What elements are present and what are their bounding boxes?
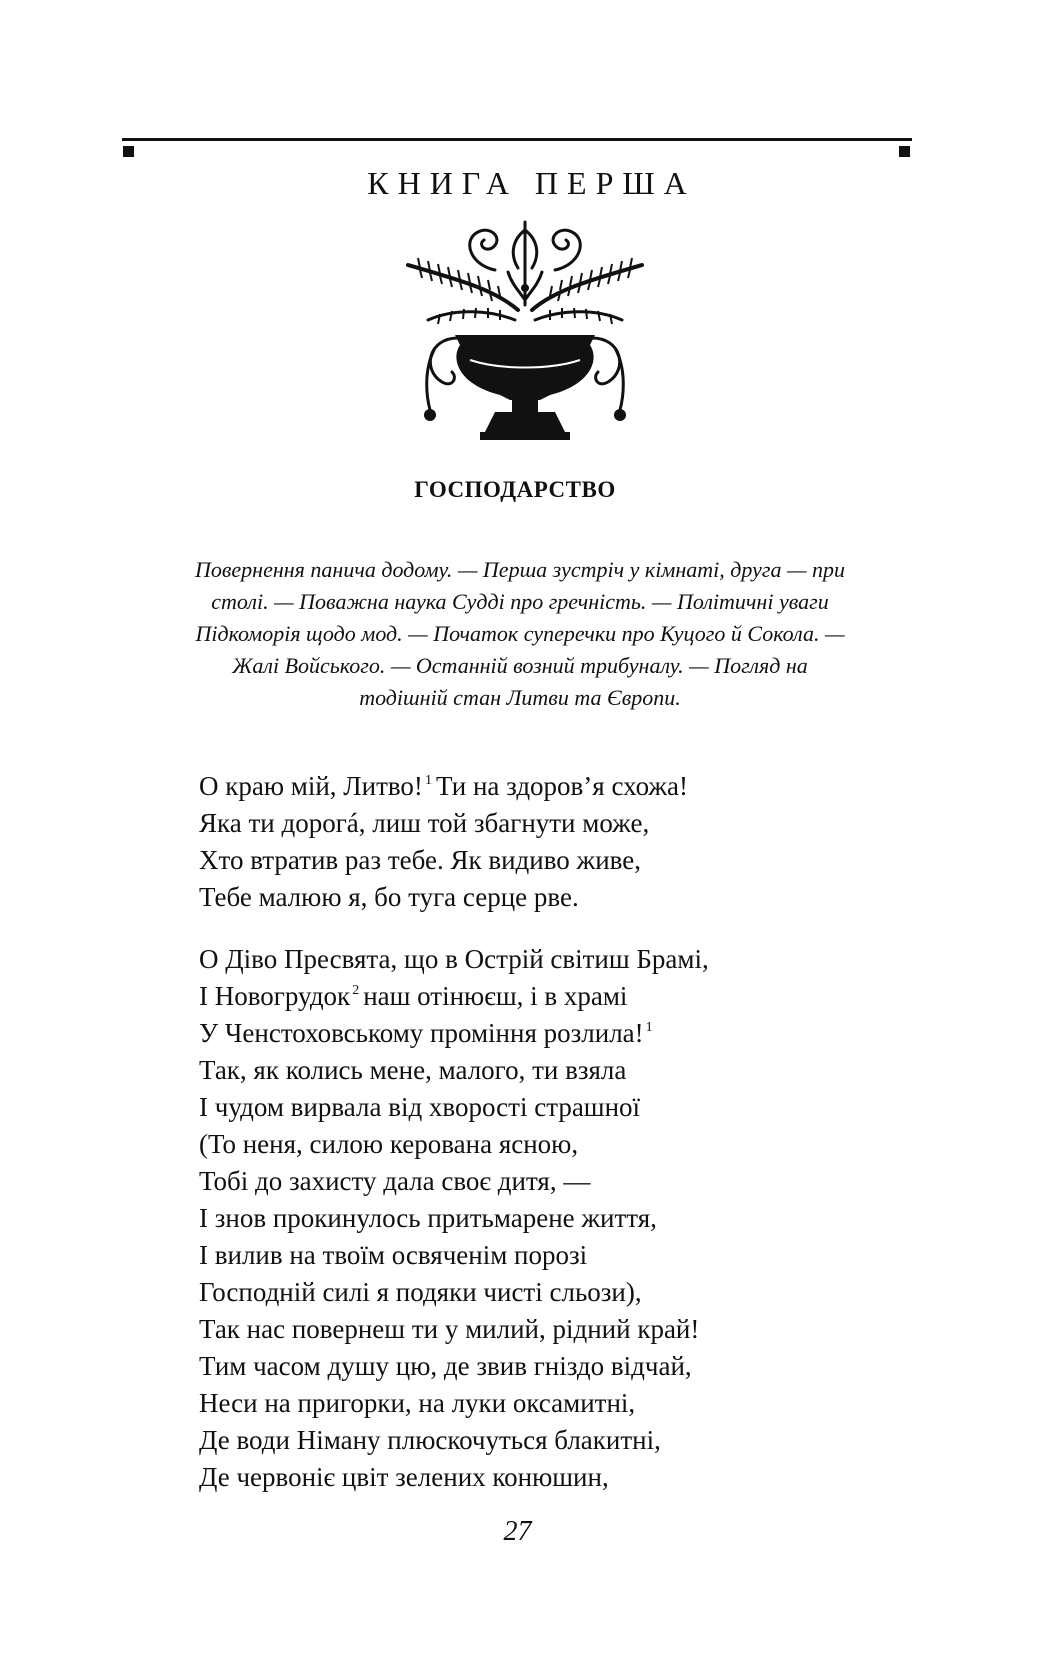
poem-line bbox=[199, 768, 688, 805]
summary-line: Повернення панича додому. — Перша зустріч у кімнаті, друга — при bbox=[194, 557, 846, 582]
poem-line: Так нас повернеш ти у милий, рідний край! bbox=[199, 1314, 700, 1344]
footnote-marker: 1 bbox=[424, 773, 432, 788]
poem-stanza-2 bbox=[199, 941, 709, 1496]
poem-text: наш отінюєш, і в храмі bbox=[363, 981, 628, 1011]
footnote-marker: 1 bbox=[645, 1020, 653, 1035]
chapter-title: ГОСПОДАРСТВО bbox=[414, 477, 616, 502]
poem-line: Неси на пригорки, на луки оксамитні, bbox=[199, 1388, 636, 1418]
poem-line: І вилив на твоїм освяченім порозі bbox=[199, 1240, 588, 1270]
poem-text: Ти на здоров’я схожа! bbox=[435, 771, 689, 801]
poem-stanza-1 bbox=[199, 768, 688, 916]
poem-line: Де води Німану плюскочуться блакитні, bbox=[199, 1425, 661, 1455]
corner-square-left bbox=[123, 146, 134, 157]
poem-line bbox=[199, 1015, 709, 1052]
poem-text: У Ченстоховському проміння розлила! bbox=[199, 1018, 644, 1048]
poem-text: І Новогрудок bbox=[199, 981, 351, 1011]
summary-line: тодішній стан Литви та Європи. bbox=[359, 685, 681, 710]
summary-line: столі. — Поважна наука Судді про гречність. — Політичні уваги bbox=[211, 589, 829, 614]
poem-line: Господній силі я подяки чисті сльози), bbox=[199, 1277, 642, 1307]
summary-line: Жалі Войського. — Останній возний трибуналу. — Погляд на bbox=[232, 653, 808, 678]
header-rule bbox=[122, 138, 912, 141]
poem-line: І чудом вирвала від хворості страшної bbox=[199, 1092, 641, 1122]
poem-line: Тобі до захисту дала своє дитя, — bbox=[199, 1166, 591, 1196]
poem-line: О Діво Пресвята, що в Острій світиш Брамі, bbox=[199, 944, 709, 974]
footnote-marker: 2 bbox=[352, 983, 360, 998]
poem-line: Хто втратив раз тебе. Як видиво живе, bbox=[199, 845, 641, 875]
page-number: 27 bbox=[503, 1516, 532, 1547]
poem-line: Яка ти дорогá, лиш той збагнути може, bbox=[199, 808, 650, 838]
book-title: КНИГА ПЕРША bbox=[367, 165, 696, 201]
urn-ornament-icon bbox=[400, 210, 650, 450]
poem-line: (То неня, силою керована ясною, bbox=[199, 1129, 579, 1159]
poem-line: Тим часом душу цю, де звив гніздо відчай, bbox=[199, 1351, 692, 1381]
corner-square-right bbox=[899, 146, 910, 157]
poem-line: Так, як колись мене, малого, ти взяла bbox=[199, 1055, 627, 1085]
chapter-summary bbox=[110, 554, 930, 714]
poem-line: Де червоніє цвіт зелених конюшин, bbox=[199, 1462, 609, 1492]
poem-line: Тебе малюю я, бо туга серце рве. bbox=[199, 882, 579, 912]
poem-text: О краю мій, Литво! bbox=[199, 771, 423, 801]
poem-line: І знов прокинулось притьмарене життя, bbox=[199, 1203, 657, 1233]
summary-line: Підкоморія щодо мод. — Початок суперечки про Куцого й Сокола. — bbox=[195, 621, 845, 646]
poem-line bbox=[199, 978, 709, 1015]
